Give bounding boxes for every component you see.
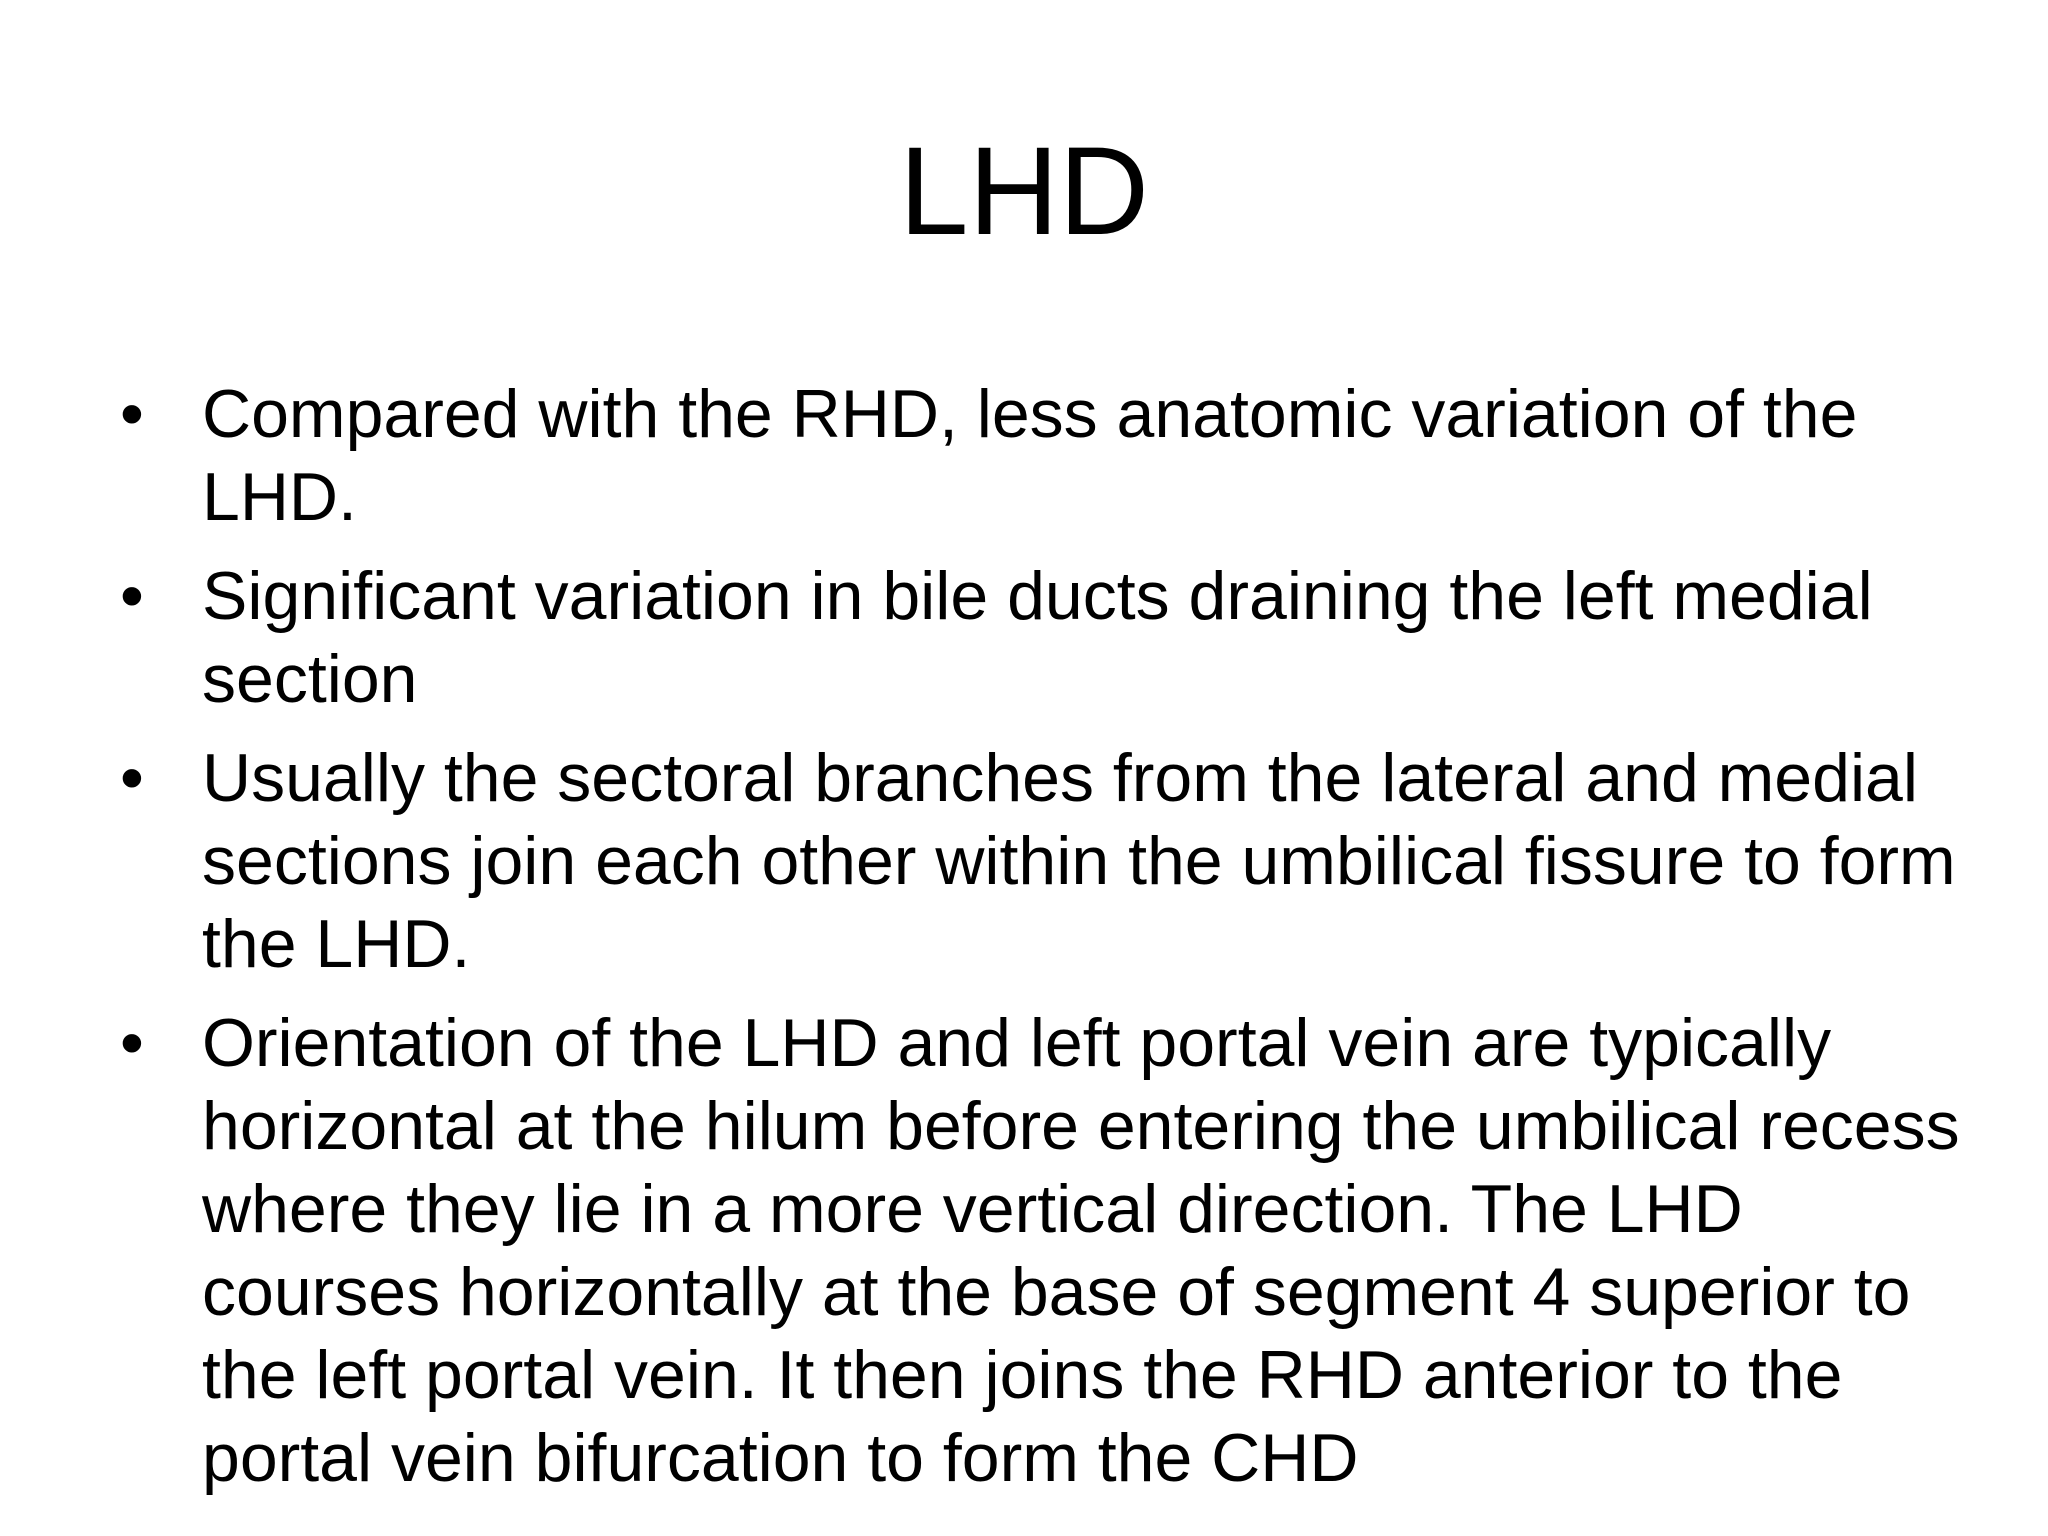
bullet-icon: • [120,740,144,816]
bullet-item [120,1002,1980,1500]
bullet-text: Usually the sectoral branches from the lateral and medial sections join each other within the umbilical fissure to form the LHD. [202,740,1956,982]
slide-title: LHD [898,122,1150,261]
bullet-item [120,373,1980,539]
bullet-item [120,737,1980,986]
bullet-text: Orientation of the LHD and left portal vein are typically horizontal at the hilum before entering the umbilical recess where they lie in a more vertical direction. The LHD courses horizontally at the base of segment 4 superior to the left portal vein. It then joins the RHD anterior to the portal vein bifurcation to form the CHD [202,1005,1960,1496]
bullet-text: Significant variation in bile ducts draining the left medial section [202,558,1873,717]
bullet-list [120,373,1980,1516]
bullet-icon: • [120,1005,144,1081]
bullet-icon: • [120,558,144,634]
bullet-item [120,555,1980,721]
bullet-text: Compared with the RHD, less anatomic variation of the LHD. [202,376,1858,535]
bullet-icon: • [120,376,144,452]
